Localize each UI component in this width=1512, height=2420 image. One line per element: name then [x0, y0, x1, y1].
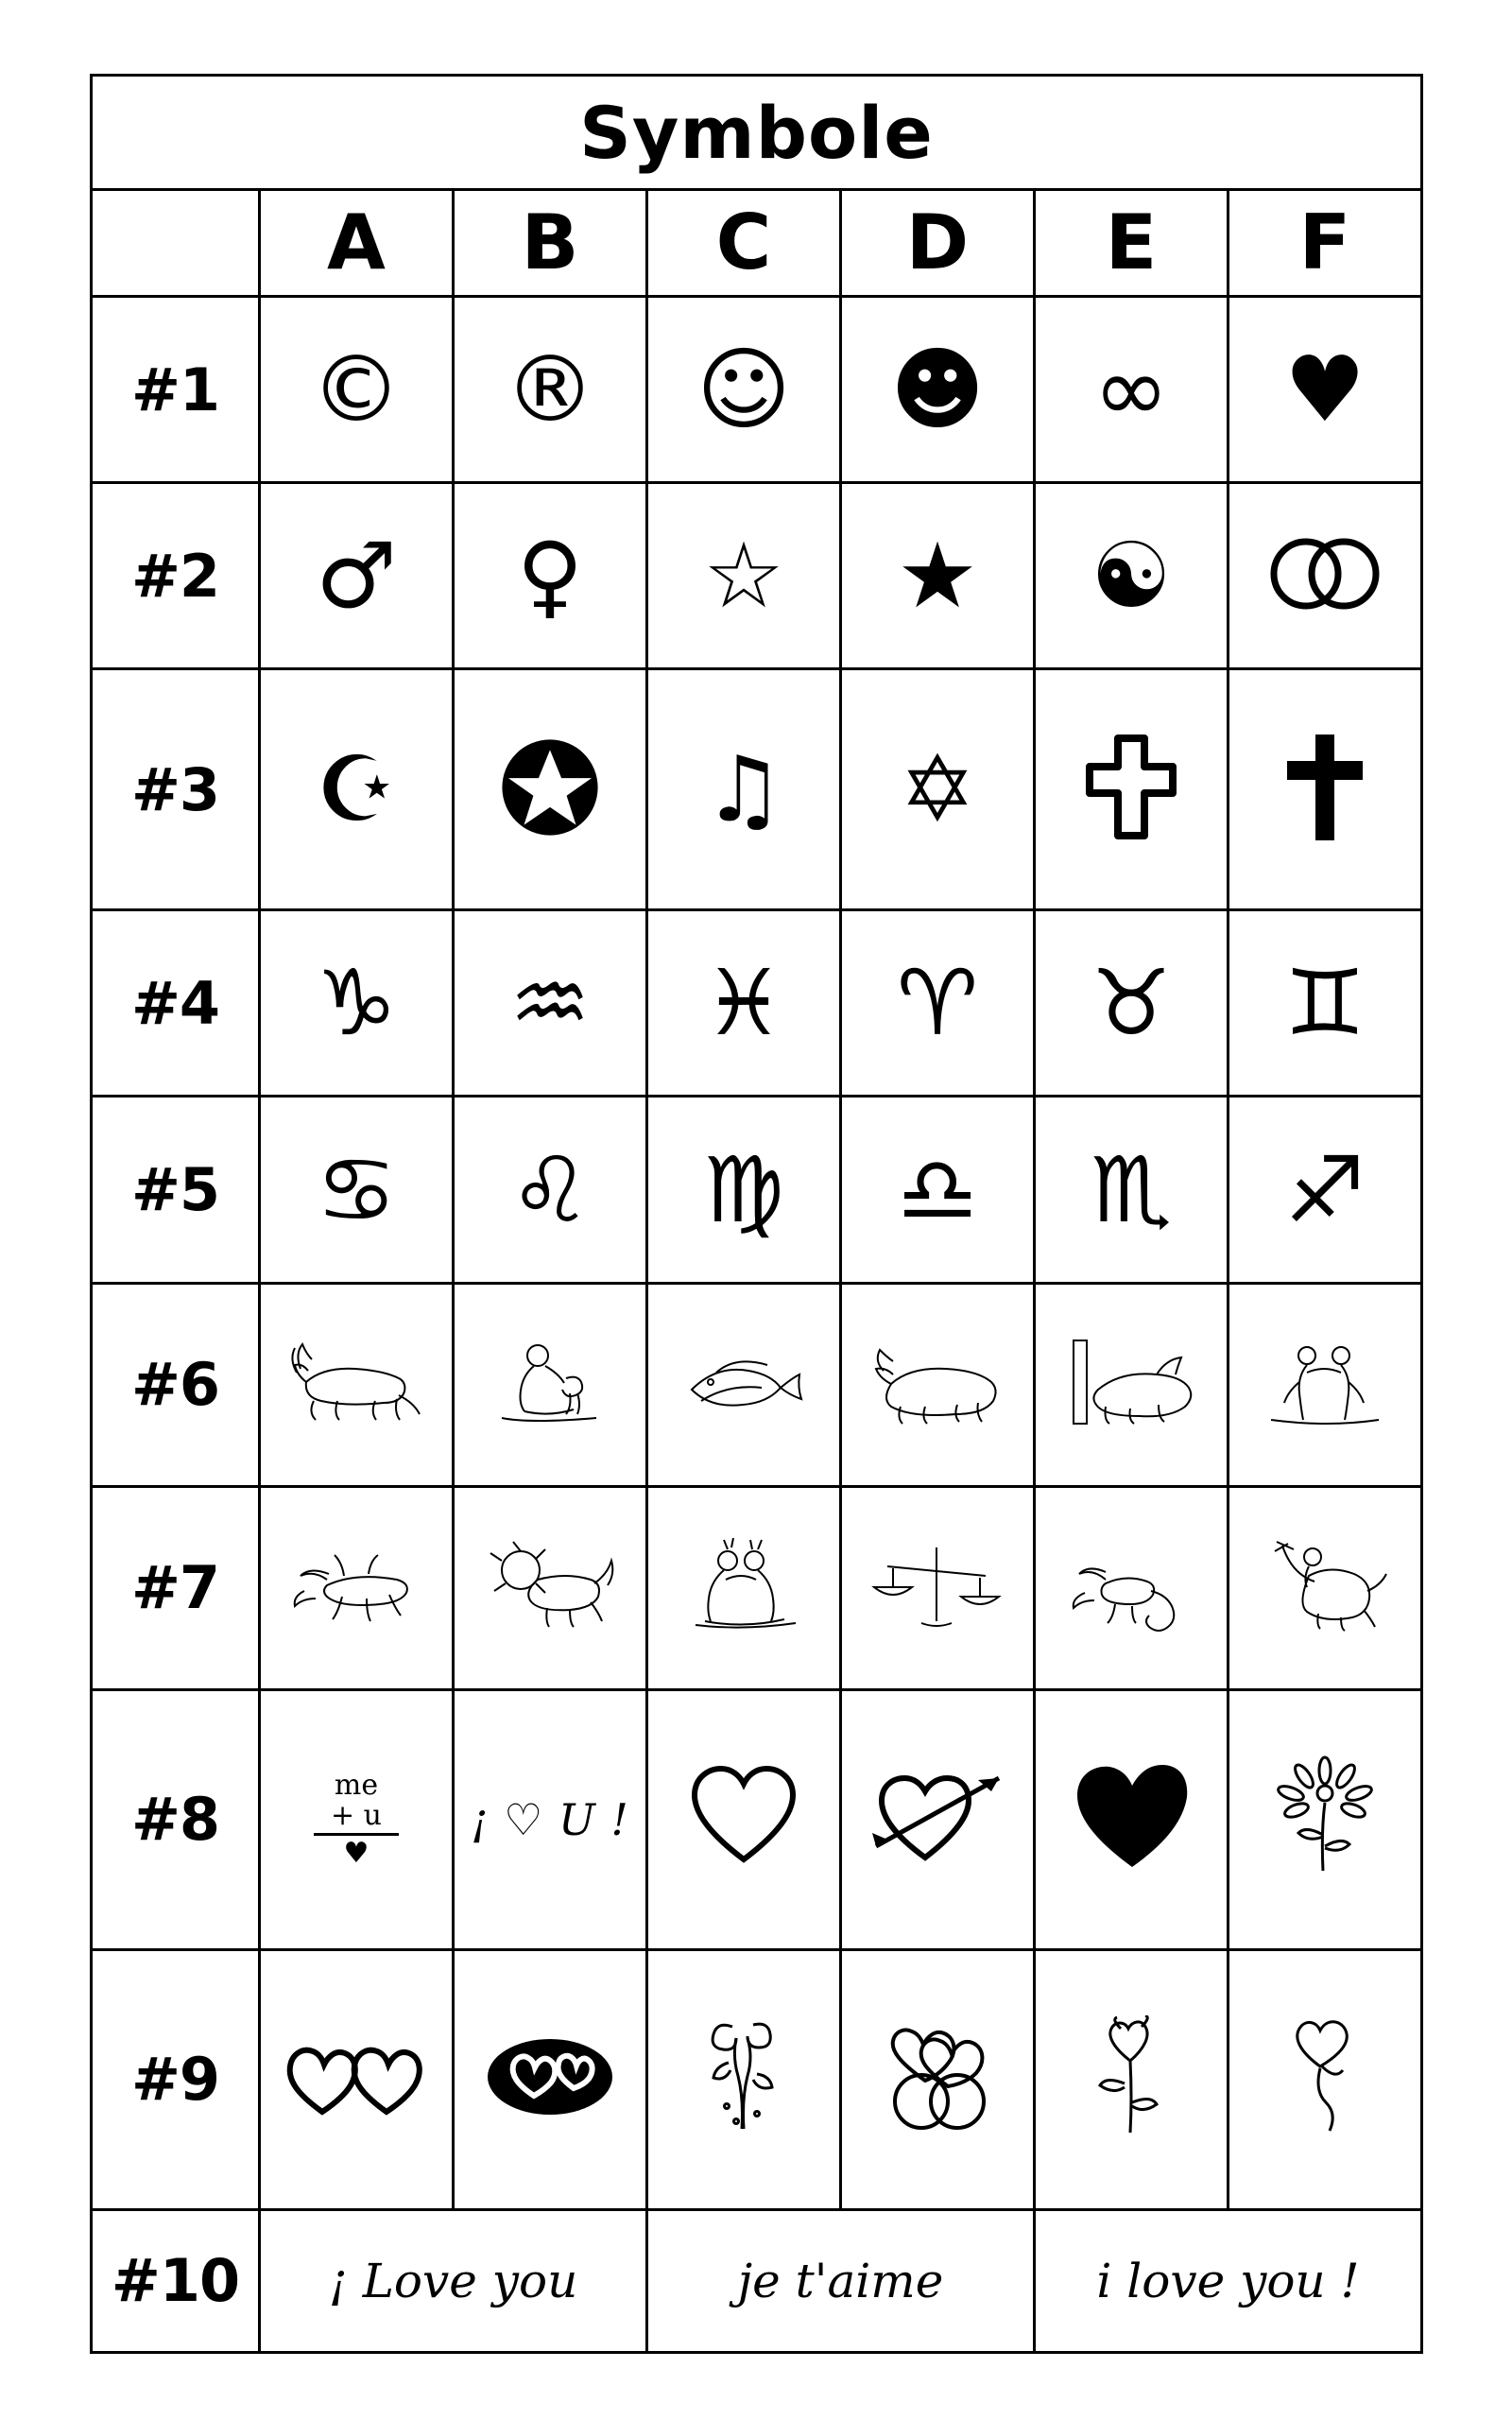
- plus-u-line: + u: [331, 1798, 382, 1832]
- capricorn-goat-engraving-icon: [261, 1335, 452, 1434]
- row-header-10: #10: [92, 2209, 260, 2352]
- smiley-filled-icon: ☻: [889, 337, 986, 443]
- leo-icon: ♌: [508, 1136, 592, 1243]
- hearts-in-oval-icon: [455, 2030, 645, 2129]
- cell-c7[interactable]: [647, 1486, 841, 1689]
- cell-a9[interactable]: [260, 1949, 454, 2209]
- fraction-bar: [314, 1833, 399, 1836]
- cell-f7[interactable]: [1228, 1486, 1422, 1689]
- cell-f3[interactable]: [1228, 669, 1422, 910]
- gemini-icon: ♊: [1283, 950, 1366, 1057]
- venus-female-icon: ♀: [516, 523, 584, 630]
- aries-ram-engraving-icon: [842, 1335, 1033, 1434]
- cell-d6[interactable]: [841, 1283, 1035, 1486]
- virgo-icon: ♍: [702, 1136, 785, 1243]
- interlocking-rings-icon: [1229, 531, 1420, 621]
- table-row: [92, 483, 1422, 669]
- row-header-5: #5: [92, 1097, 260, 1283]
- row-header-2: #2: [92, 483, 260, 669]
- cell-a6[interactable]: [260, 1283, 454, 1486]
- cell-a2[interactable]: [260, 483, 454, 669]
- column-header-d: D: [841, 190, 1035, 297]
- cell-b5[interactable]: [454, 1097, 647, 1283]
- star-filled-icon: ★: [896, 523, 979, 630]
- cell-f6[interactable]: [1228, 1283, 1422, 1486]
- swirly-heart-tree-icon: [648, 2015, 839, 2143]
- scorpio-scorpion-engraving-icon: [1036, 1538, 1227, 1637]
- aquarius-icon: ♒: [508, 950, 592, 1057]
- table-row: [92, 1689, 1422, 1949]
- cell-d4[interactable]: [841, 910, 1035, 1097]
- page-title: Symbole: [92, 76, 1422, 190]
- aquarius-waterbearer-engraving-icon: [455, 1335, 645, 1434]
- cell-e8[interactable]: [1035, 1689, 1228, 1949]
- row-header-8: #8: [92, 1689, 260, 1949]
- pisces-icon: ♓: [702, 950, 785, 1057]
- column-header-c: C: [647, 190, 841, 297]
- cell-c4[interactable]: [647, 910, 841, 1097]
- cell-e3[interactable]: [1035, 669, 1228, 910]
- hearts-with-rings-icon: [842, 2020, 1033, 2138]
- cell-b3[interactable]: [454, 669, 647, 910]
- cell-b6[interactable]: [454, 1283, 647, 1486]
- pisces-fish-engraving-icon: [648, 1335, 839, 1434]
- row-header-6: #6: [92, 1283, 260, 1486]
- cell-e9[interactable]: [1035, 1949, 1228, 2209]
- heart-solid-icon: [1036, 1763, 1227, 1876]
- row-header-9: #9: [92, 1949, 260, 2209]
- heart-line: ♥: [343, 1837, 369, 1871]
- me-line: me: [334, 1769, 379, 1803]
- cell-d3[interactable]: [841, 669, 1035, 910]
- row-header-7: #7: [92, 1486, 260, 1689]
- scorpio-icon: ♏: [1090, 1136, 1173, 1243]
- daisy-flower-icon: [1229, 1755, 1420, 1883]
- star-in-circle-icon: [455, 735, 645, 844]
- table-row: [92, 1949, 1422, 2209]
- table-row: [92, 1486, 1422, 1689]
- i-love-u-text: ¡ ♡ U !: [471, 1793, 629, 1845]
- cell-c1[interactable]: [647, 297, 841, 483]
- music-notes-icon: ♫: [702, 736, 785, 843]
- heart-with-arrow-icon: [842, 1765, 1033, 1874]
- aries-icon: ♈: [896, 950, 979, 1057]
- smiley-outline-icon: ☺: [696, 337, 792, 443]
- cell-e1[interactable]: [1035, 297, 1228, 483]
- row-header-3: #3: [92, 669, 260, 910]
- cell-c5[interactable]: [647, 1097, 841, 1283]
- cell-a8[interactable]: [260, 1689, 454, 1949]
- cell-a4[interactable]: [260, 910, 454, 1097]
- heart-balloon-icon: [1229, 2015, 1420, 2143]
- cell-f4[interactable]: [1228, 910, 1422, 1097]
- table-row: [92, 297, 1422, 483]
- libra-scales-engraving-icon: [842, 1538, 1033, 1637]
- sagittarius-centaur-engraving-icon: [1229, 1538, 1420, 1637]
- column-header-a: A: [260, 190, 454, 297]
- capricorn-icon: ♑: [315, 950, 398, 1057]
- i-love-you-handwriting-text: ¡ Love you: [328, 2253, 578, 2308]
- symbol-table: [90, 74, 1423, 2354]
- cell-e6[interactable]: [1035, 1283, 1228, 1486]
- column-header-f: F: [1228, 190, 1422, 297]
- virgo-maiden-engraving-icon: [648, 1538, 839, 1637]
- taurus-bull-engraving-icon: [1036, 1335, 1227, 1434]
- cell-b9[interactable]: [454, 1949, 647, 2209]
- cancer-icon: ♋: [315, 1136, 398, 1243]
- star-outline-icon: ☆: [702, 523, 785, 630]
- table-row: [92, 1097, 1422, 1283]
- row-header-1: #1: [92, 297, 260, 483]
- copyright-icon: ©: [311, 337, 402, 443]
- table-row: [92, 2209, 1422, 2352]
- sagittarius-icon: ♐: [1283, 1136, 1366, 1243]
- cell-a3[interactable]: [260, 669, 454, 910]
- cell-d2[interactable]: [841, 483, 1035, 669]
- libra-icon: ♎: [896, 1136, 979, 1243]
- cell-cd10[interactable]: [647, 2209, 1035, 2352]
- cross-outline-icon: [1036, 733, 1227, 846]
- i-love-you-script-text: i love you !: [1096, 2253, 1360, 2308]
- table-title-row: [92, 76, 1422, 190]
- cell-f8[interactable]: [1228, 1689, 1422, 1949]
- cell-f9[interactable]: [1228, 1949, 1422, 2209]
- table-row: [92, 910, 1422, 1097]
- heart-outline-icon: [648, 1765, 839, 1874]
- heart-filled-icon: ♥: [1283, 337, 1366, 443]
- mars-male-icon: ♂: [315, 523, 398, 630]
- double-hearts-icon: [261, 2034, 452, 2124]
- column-header-e: E: [1035, 190, 1228, 297]
- cell-e4[interactable]: [1035, 910, 1228, 1097]
- latin-cross-icon: [1229, 731, 1420, 849]
- heart-rose-icon: [1036, 2015, 1227, 2143]
- cell-a1[interactable]: [260, 297, 454, 483]
- table-row: [92, 1283, 1422, 1486]
- me-plus-u-heart-text: [261, 1769, 452, 1870]
- cell-c3[interactable]: [647, 669, 841, 910]
- column-header-b: B: [454, 190, 647, 297]
- taurus-icon: ♉: [1090, 950, 1173, 1057]
- leo-lion-engraving-icon: [455, 1538, 645, 1637]
- cell-d7[interactable]: [841, 1486, 1035, 1689]
- corner-cell: [92, 190, 260, 297]
- cell-f1[interactable]: [1228, 297, 1422, 483]
- table-row: [92, 669, 1422, 910]
- cell-b2[interactable]: [454, 483, 647, 669]
- cell-c2[interactable]: [647, 483, 841, 669]
- star-and-crescent-icon: ☪: [315, 736, 398, 843]
- cell-d8[interactable]: [841, 1689, 1035, 1949]
- symbol-chart-sheet: [90, 74, 1422, 2354]
- cell-b8[interactable]: [454, 1689, 647, 1949]
- infinity-icon: ∞: [1093, 337, 1169, 443]
- cell-b7[interactable]: [454, 1486, 647, 1689]
- cell-c6[interactable]: [647, 1283, 841, 1486]
- registered-trademark-icon: ®: [505, 337, 595, 443]
- gemini-twins-engraving-icon: [1229, 1335, 1420, 1434]
- cell-ef10[interactable]: [1035, 2209, 1422, 2352]
- cell-a5[interactable]: [260, 1097, 454, 1283]
- cell-f2[interactable]: [1228, 483, 1422, 669]
- cancer-crab-engraving-icon: [261, 1538, 452, 1637]
- cell-a7[interactable]: [260, 1486, 454, 1689]
- cell-e2[interactable]: [1035, 483, 1228, 669]
- star-of-david-icon: ✡: [899, 736, 976, 843]
- cell-d1[interactable]: [841, 297, 1035, 483]
- row-header-4: #4: [92, 910, 260, 1097]
- je-taime-handwriting-text: je t'aime: [737, 2253, 944, 2308]
- cell-c8[interactable]: [647, 1689, 841, 1949]
- cell-d9[interactable]: [841, 1949, 1035, 2209]
- cell-ab10[interactable]: [260, 2209, 647, 2352]
- cell-b1[interactable]: [454, 297, 647, 483]
- yin-yang-icon: ☯: [1090, 523, 1173, 630]
- table-header-row: [92, 190, 1422, 297]
- cell-d5[interactable]: [841, 1097, 1035, 1283]
- cell-e7[interactable]: [1035, 1486, 1228, 1689]
- cell-c9[interactable]: [647, 1949, 841, 2209]
- cell-b4[interactable]: [454, 910, 647, 1097]
- cell-e5[interactable]: [1035, 1097, 1228, 1283]
- cell-f5[interactable]: [1228, 1097, 1422, 1283]
